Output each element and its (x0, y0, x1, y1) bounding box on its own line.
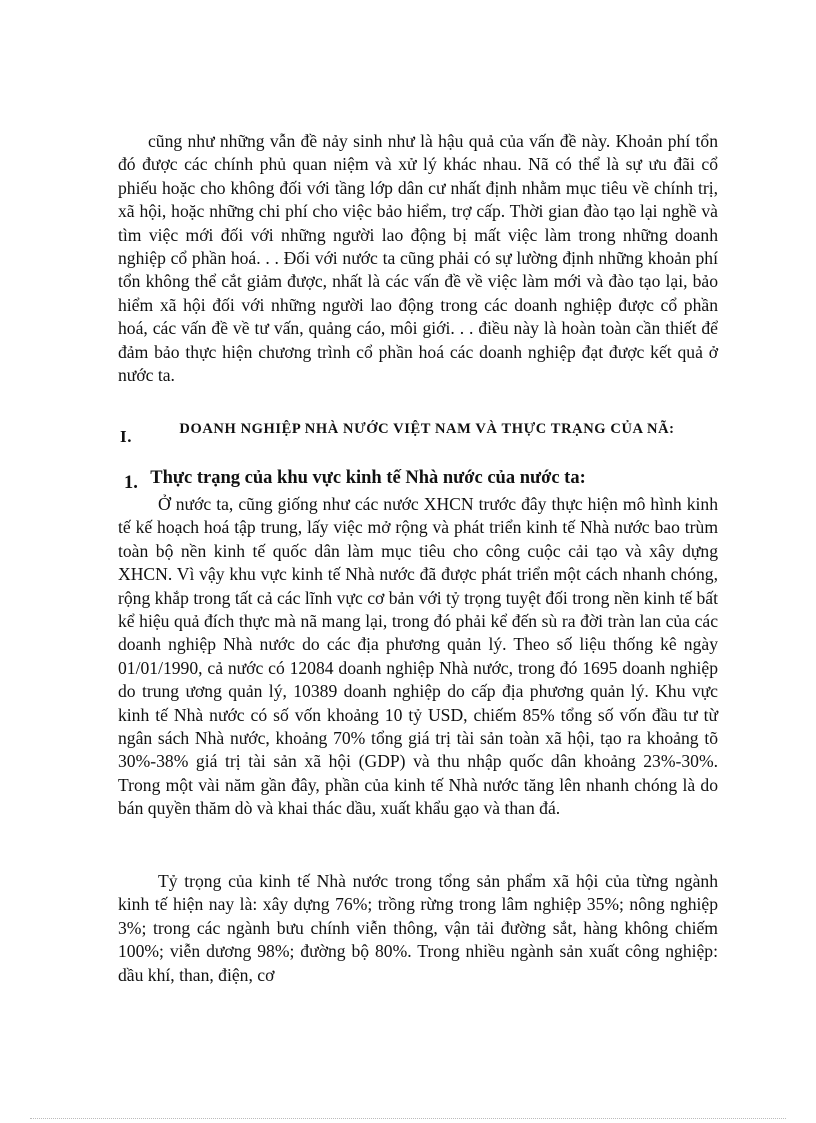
section-number: I. (120, 427, 133, 446)
subsection-title: Thực trạng của khu vực kinh tế Nhà nước của nước ta: (150, 468, 586, 488)
paragraph-state-sector-status: Ở nước ta, cũng giống như các nước XHCN trước đây thực hiện mô hình kinh tế kế hoạch hoá tập trung, lấy việc mở rộng và phát triển kinh tế Nhà nước bao trùm toàn bộ nền kinh tế quốc dân làm mục tiêu cho công cuộc cải tạo và xây dựng XHCN. Vì vậy khu vực kinh tế Nhà nước đã được phát triển một cách nhanh chóng, rộng khắp trong tất cả các lĩnh vực cơ bản với tỷ trọng tuyệt đối trong nền kinh tế bất kể hiệu quả đích thực mà nã mang lại, trong đó phải kể đến sù ra đời tràn lan của các doanh nghiệp Nhà nước do các địa phương quản lý. Theo số liệu thống kê ngày 01/01/1990, cả nước có 12084 doanh nghiệp Nhà nước, trong đó 1695 doanh nghiệp do trung ương quản lý, 10389 doanh nghiệp do cấp địa phương quản lý. Khu vực kinh tế Nhà nước có số vốn khoảng 10 tỷ USD, chiếm 85% tổng số vốn đầu tư từ ngân sách Nhà nước, khoảng 70% tổng giá trị tài sản toàn xã hội, tạo ra khoảng tõ 30%-38% giá trị tài sản xã hội (GDP) và thu nhập quốc dân khoảng 23%-30%. Trong một vài năm gần đây, phần của kinh tế Nhà nước tăng lên nhanh chóng là do bán quyền thăm dò và khai thác dầu, xuất khẩu gạo và than đá. (118, 494, 718, 819)
paragraph-intro: cũng như những vẫn đề nảy sinh như là hậu quả của vấn đề này. Khoản phí tổn đó được các chính phủ quan niệm và xử lý khác nhau. Nã có thể là sự ưu đãi cổ phiếu hoặc cho không đối với tầng lớp dân cư nhất định nhằm mục tiêu về chính trị, xã hội, hoặc những chi phí cho việc bảo hiểm, trợ cấp. Thời gian đào tạo lại nghề và tìm việc mới đối với những người lao động bị mất việc làm trong những doanh nghiệp cổ phần hoá. . . Đối với nước ta cũng phải có sự lường định những khoản phí tổn không thể cắt giảm được, nhất là các vấn đề về việc làm mới và đào tạo lại, bảo hiểm xã hội đối với những người lao động trong các doanh nghiệp được cổ phần hoá, các vấn đề về tư vấn, quảng cáo, môi giới. . . điều này là hoàn toàn cần thiết để đảm bảo thực hiện chương trình cổ phần hoá các doanh nghiệp đạt được kết quả ở nước ta. (118, 131, 718, 386)
paragraph-sector-share: Tỷ trọng của kinh tế Nhà nước trong tổng sản phẩm xã hội của từng ngành kinh tế hiện nay là: xây dựng 76%; trồng rừng trong lâm nghiệp 35%; nông nghiệp 3%; trong các ngành bưu chính viễn thông, vận tải đường sắt, hàng không chiếm 100%; viễn dương 98%; đường bộ 80%. Trong nhiều ngành sản xuất công nghiệp: dầu khí, than, điện, cơ (118, 871, 718, 985)
subsection-number: 1. (124, 473, 138, 493)
subsection-heading-1 (124, 466, 724, 493)
page-bottom-divider (30, 1118, 786, 1119)
section-heading-I (118, 420, 718, 446)
section-title: DOANH NGHIỆP NHÀ NƯỚC VIỆT NAM VÀ THỰC TRẠNG CỦA NÃ: (179, 421, 675, 437)
